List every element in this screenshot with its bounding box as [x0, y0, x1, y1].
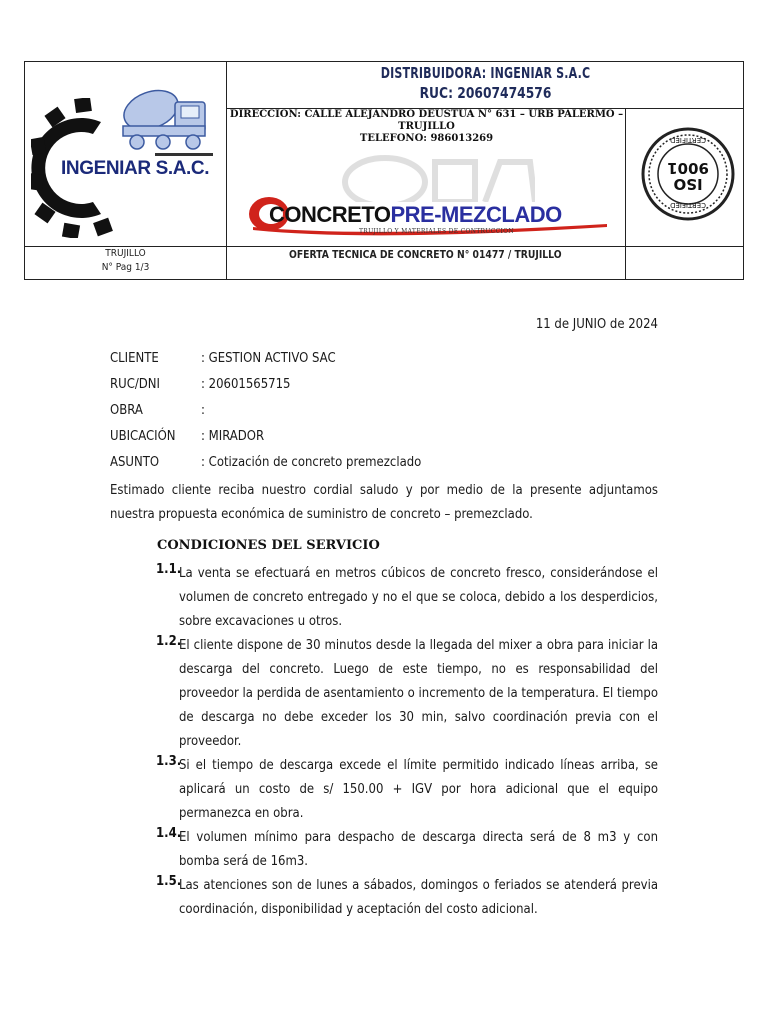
location-label: UBICACIÓN: [110, 429, 176, 444]
condition-number: 1.4.: [156, 826, 182, 841]
address-line-1: DIRECCION: CALLE ALEJANDRO DEUSTUA N° 631 – URB PALERMO –: [229, 109, 624, 120]
condition-number: 1.2.: [156, 634, 182, 649]
distributor-name: DISTRIBUIDORA: INGENIAR S.A.C: [380, 64, 591, 82]
mixer-truck-icon: [117, 86, 213, 156]
obra-label: OBRA: [110, 403, 143, 418]
svg-text:CERTIFIED: CERTIFIED: [670, 201, 706, 209]
brand-word-1: CONCRETO: [269, 202, 391, 227]
condition-item: [156, 826, 658, 874]
address-line-2: TRUJILLO: [398, 121, 455, 132]
condition-number: 1.3.: [156, 754, 182, 769]
client-info-row: [110, 351, 670, 377]
logo-underline: [155, 153, 213, 156]
brand-word-2: PRE-MEZCLADO: [390, 202, 562, 227]
condition-item: [156, 634, 658, 754]
company-address: [227, 109, 626, 145]
location-value: : MIRADOR: [201, 429, 265, 444]
condition-item: [156, 874, 658, 922]
location-page-cell: [25, 247, 226, 275]
client-info-row: [110, 429, 670, 455]
condition-text: La venta se efectuará en metros cúbicos de concreto fresco, considerándose el volumen de concreto entregado y no el que se coloca, debido a los desperdicios, sobre excavaciones u otros.: [179, 566, 658, 629]
brand-wordmark: [269, 202, 562, 228]
offer-title: [227, 248, 624, 261]
subject-value: : Cotización de concreto premezclado: [201, 455, 422, 470]
company-ruc: RUC: 20607474576: [419, 84, 552, 102]
company-title: [227, 62, 744, 108]
client-value: : GESTION ACTIVO SAC: [201, 351, 336, 366]
svg-text:CERTIFIED: CERTIFIED: [670, 136, 706, 144]
letterhead-table: [24, 61, 744, 280]
client-info: [110, 351, 670, 481]
location: TRUJILLO: [105, 248, 146, 259]
iso-9001-seal: [639, 125, 737, 223]
intro-paragraph: Estimado cliente reciba nuestro cordial saludo y por medio de la presente adjuntamos nuestra propuesta económica de suministro de concreto – premezclado.: [110, 483, 658, 522]
page-number: N° Pag 1/3: [101, 262, 150, 273]
ruc-value: : 20601565715: [201, 377, 291, 392]
condition-text: Si el tiempo de descarga excede el límite permitido indicado líneas arriba, se aplicará un costo de s/ 150.00 + IGV por hora adicional que el equipo permanezca en obra.: [179, 758, 658, 821]
condition-item: [156, 754, 658, 826]
conditions-title: CONDICIONES DEL SERVICIO: [157, 538, 380, 553]
brand-subtitle: TRUJILLO Y MATERIALES DE CONTRUCCION: [359, 228, 514, 235]
client-info-row: [110, 455, 670, 481]
company-logo: [25, 62, 226, 246]
offer-number: OFERTA TECNICA DE CONCRETO N° 01477 / TRUJILLO: [289, 248, 562, 261]
ruc-label: RUC/DNI: [110, 377, 161, 392]
condition-number: 1.1.: [156, 562, 182, 577]
condition-item: [156, 562, 658, 634]
obra-value: :: [201, 403, 205, 418]
condition-number: 1.5.: [156, 874, 182, 889]
client-info-row: [110, 377, 670, 403]
condition-text: Las atenciones son de lunes a sábados, domingos o feriados se atenderá previa coordinación, disponibilidad y aceptación del costo adicional.: [179, 878, 658, 917]
client-label: CLIENTE: [110, 351, 159, 366]
subject-label: ASUNTO: [110, 455, 160, 470]
conditions-list: [156, 562, 658, 922]
condition-text: El cliente dispone de 30 minutos desde la llegada del mixer a obra para iniciar la descarga del concreto. Luego de este tiempo, no es responsabilidad del proveedor la perdida de asentamiento o incremento de la temperatura. El tiempo de descarga no debe exceder los 30 min, salvo coordinación previa con el proveedor.: [179, 638, 658, 749]
condition-text: El volumen mínimo para despacho de descarga directa será de 8 m3 y con bomba será de 16m3.: [179, 830, 658, 869]
svg-text:ISO: ISO: [673, 175, 703, 193]
document-date: 11 de JUNIO de 2024: [535, 317, 658, 332]
client-info-row: [110, 403, 670, 429]
company-phone: TELEFONO: 986013269: [359, 133, 494, 144]
brand-banner: [249, 194, 609, 240]
company-logo-text: INGENIAR S.A.C.: [61, 158, 210, 179]
svg-text:9001: 9001: [667, 159, 709, 177]
